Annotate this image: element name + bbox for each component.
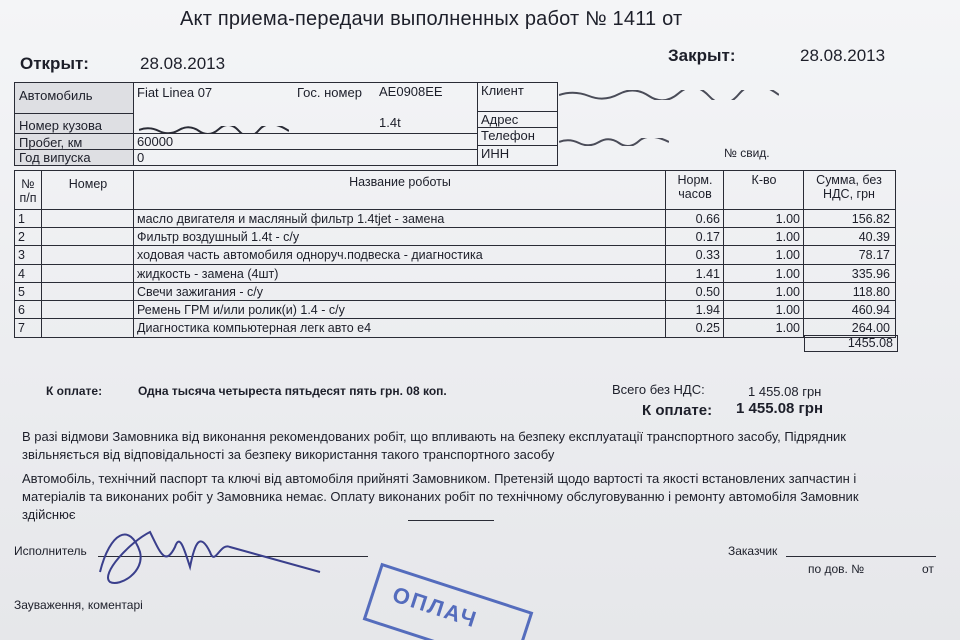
cell-hours: 0.33 (665, 246, 724, 264)
cell-hours: 0.25 (665, 319, 724, 337)
remarks-label: Зауваження, коментарі (14, 598, 143, 612)
cell-qty: 1.00 (723, 301, 804, 319)
header-number: Номер (41, 171, 134, 209)
cell-name: жидкость - замена (4шт) (133, 265, 666, 283)
cell-no: 5 (18, 284, 25, 299)
acceptance-paragraph: Автомобіль, технічний паспорт та ключі від автомобіля прийняті Замовником. Претензій щодо вартості та якості встановлених запчастин і матеріалів та виконаних робіт у Замовника немає. Оплату виконаних робіт по технічному обслуговуванню і ремонту автомобіля Замовник здійснює (22, 471, 859, 522)
to-pay-big-label: К оплате: (642, 402, 713, 419)
by-power-label: по дов. № (808, 562, 865, 576)
table-row (15, 245, 895, 264)
cell-hours: 0.17 (665, 228, 724, 246)
cell-name: Фильтр воздушный 1.4t - с/у (133, 228, 666, 246)
cell-sum: 40.39 (803, 228, 894, 246)
cell-sum: 78.17 (803, 246, 894, 264)
customer-signature-line (786, 556, 936, 557)
car-label: Автомобиль (19, 88, 93, 103)
cell-sum: 335.96 (803, 265, 894, 283)
phone-label: Телефон (481, 128, 535, 143)
table-row (15, 318, 895, 337)
cell-name: Свечи зажигания - с/у (133, 283, 666, 301)
disclaimer-paragraph: В разі відмови Замовника від виконання рекомендованих робіт, що впливають на безпеку експлуатації транспортного засобу, Підрядник звільняється від відповідальності за безпеку використання такого транспортного засобу (22, 429, 846, 462)
cell-no: 7 (18, 321, 25, 336)
cell-no: 1 (18, 212, 25, 226)
closed-label: Закрыт: (668, 46, 736, 65)
client-label: Клиент (481, 83, 524, 98)
table-row (15, 282, 895, 301)
body-number-label: Номер кузова (19, 118, 102, 133)
plate-value: AE0908EE (379, 84, 443, 99)
cell-number (41, 246, 134, 264)
inn-label: ИНН (481, 146, 510, 161)
cell-hours: 1.41 (665, 265, 724, 283)
cell-name: Диагностика компьютерная легк авто е4 (133, 319, 666, 337)
client-name-redacted (559, 87, 779, 97)
car-value: Fiat Linea 07 (137, 85, 213, 100)
from-label: от (922, 562, 934, 576)
header-sum: Сумма, без НДС, грн (803, 171, 894, 209)
customer-label: Заказчик (728, 544, 778, 558)
cell-qty: 1.00 (723, 283, 804, 301)
cell-qty: 1.00 (723, 246, 804, 264)
cell-sum: 264.00 (803, 319, 894, 337)
document-title: Акт приема-передачи выполненных работ № 1411 от (180, 8, 683, 30)
to-pay-big-value: 1 455.08 грн (736, 400, 824, 417)
cell-number (41, 228, 134, 246)
cell-number (41, 210, 134, 228)
cell-hours: 1.94 (665, 301, 724, 319)
plate-label: Гос. номер (297, 85, 362, 100)
phone-redacted (559, 133, 669, 141)
cell-number (41, 319, 134, 337)
table-row (15, 227, 895, 246)
cert-label: № свид. (724, 146, 770, 160)
works-table (14, 170, 896, 338)
cell-qty: 1.00 (723, 228, 804, 246)
cell-no: 3 (18, 248, 25, 263)
payment-underline (408, 520, 494, 521)
table-total: 1455.08 (804, 335, 898, 352)
paid-stamp: ОПЛАЧ (363, 563, 534, 640)
cell-number (41, 265, 134, 283)
mileage-value: 60000 (137, 134, 174, 149)
executor-label: Исполнитель (14, 544, 87, 558)
cell-number (41, 283, 134, 301)
cell-no: 4 (18, 266, 25, 281)
to-pay-label: К оплате: (46, 384, 103, 398)
cell-no: 2 (18, 230, 25, 245)
closed-date: 28.08.2013 (800, 46, 886, 65)
table-header-row (15, 171, 895, 209)
table-row (15, 264, 895, 283)
cell-name: Ремень ГРМ и/или ролик(и) 1.4 - с/у (133, 301, 666, 319)
header-name: Название роботы (133, 171, 666, 209)
header-qty: К-во (723, 171, 804, 209)
body-number-redacted (139, 121, 289, 129)
address-label: Адрес (481, 112, 519, 127)
header-no: № п/п (19, 177, 37, 205)
cell-sum: 460.94 (803, 301, 894, 319)
total-no-vat-value: 1 455.08 грн (748, 384, 822, 399)
cell-qty: 1.00 (723, 265, 804, 283)
cell-hours: 0.50 (665, 283, 724, 301)
cell-number (41, 301, 134, 319)
mileage-label: Пробег, км (19, 135, 83, 150)
cell-sum: 156.82 (803, 210, 894, 228)
to-pay-words: Одна тысяча четыреста пятьдесят пять грн. 08 коп. (138, 384, 447, 398)
opened-date: 28.08.2013 (140, 54, 226, 73)
total-no-vat-label: Всего без НДС: (612, 382, 705, 397)
cell-no: 6 (18, 303, 25, 317)
cell-sum: 118.80 (803, 283, 894, 301)
cell-qty: 1.00 (723, 319, 804, 337)
header-hours: Норм. часов (665, 171, 724, 209)
info-grid (14, 82, 558, 166)
table-row (15, 300, 895, 319)
executor-signature (70, 512, 330, 592)
engine-value: 1.4t (379, 115, 401, 130)
cell-hours: 0.66 (665, 210, 724, 228)
year-label: Год випуска (19, 150, 91, 165)
table-row (15, 209, 895, 228)
cell-name: масло двигателя и масляный фильтр 1.4tjet - замена (133, 210, 666, 228)
opened-label: Открыт: (20, 54, 89, 73)
year-value: 0 (137, 150, 145, 165)
cell-name: ходовая часть автомобиля одноруч.подвеска - диагностика (133, 246, 666, 264)
cell-qty: 1.00 (723, 210, 804, 228)
